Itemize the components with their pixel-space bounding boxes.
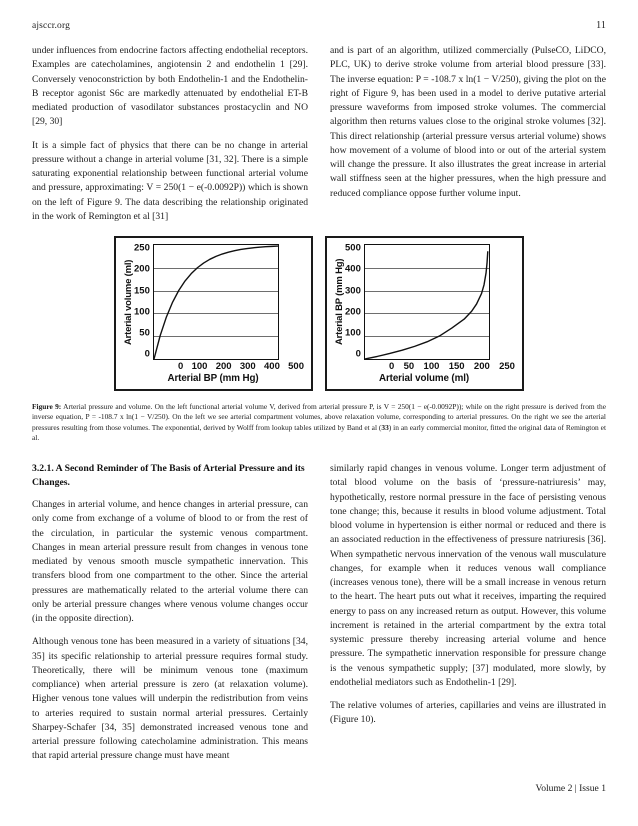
y-tick: 200 xyxy=(345,306,361,318)
chart-panel-left xyxy=(114,236,313,391)
x-tick: 500 xyxy=(288,361,304,372)
x-tick: 250 xyxy=(499,361,515,372)
x-tick: 100 xyxy=(191,361,208,372)
x-tick: 100 xyxy=(423,361,440,372)
lower-text-columns xyxy=(32,462,606,764)
x-tick: 150 xyxy=(448,361,465,372)
paragraph: and is part of an algorithm, utilized commercially (PulseCO, LiDCO, PLC, UK) to derive stroke volume from arterial blood pressure [33]. The inverse equation: P = -108.7 x ln(1 − V/250), giving the plot on the right of Figure 9, has been used in a model to derive putative arterial pressure waveforms from imposed stroke volumes. The commercial algorithm then returns values close to the original stroke volumes [32]. This direct relationship (arterial pressure versus arterial volume) shows how movement of a volume of blood into or out of the arterial system will change the pressure. It also illustrates the great increase in arterial wall stiffness seen at the higher pressures, when the high pressure and reduced compliance oppose further volume input. xyxy=(330,45,606,199)
running-head xyxy=(32,20,606,31)
y-tick: 0 xyxy=(355,348,361,360)
y-tick: 250 xyxy=(134,242,150,254)
lower-right-column xyxy=(330,462,606,764)
figure-9 xyxy=(32,236,606,391)
x-tick: 0 xyxy=(389,361,395,372)
figure-caption-label: Figure 9: xyxy=(32,402,62,411)
section-heading: 3.2.1. A Second Reminder of The Basis of Arterial Pressure and its Changes. xyxy=(32,463,305,488)
figure-caption xyxy=(32,402,606,444)
chart-curve xyxy=(365,245,489,359)
y-tick: 100 xyxy=(134,306,150,318)
figure-caption-reference: 33 xyxy=(381,422,389,432)
y-tick: 50 xyxy=(139,327,150,339)
y-tick: 400 xyxy=(345,263,361,275)
right-chart-y-ticks xyxy=(345,244,364,360)
x-tick: 300 xyxy=(239,361,256,372)
chart-curve xyxy=(154,245,278,359)
chart-panel-right xyxy=(325,236,524,391)
right-chart-y-axis-label: Arterial BP (mm Hg) xyxy=(334,258,345,346)
page-footer xyxy=(32,783,606,794)
upper-left-column xyxy=(32,44,308,224)
lower-left-column xyxy=(32,462,308,764)
x-tick: 0 xyxy=(178,361,184,372)
paragraph: similarly rapid changes in venous volume. Longer term adjustment of total blood volume on the basis of ‘pressure-natriuresis’ may, hypothetically, restore normal pressure in the face of persisting venous tone change; this, because it results in blood volume adjustment. Total blood volume in hypertension is either normal or reduced and there is an associated reduction in the effectiveness of pressure natriuresis [36]. When sympathetic nervous innervation of the venous wall musculature changes, for example when it reduces venous wall compliance (increases venous tone), there will be a small increase in venous return to the heart. The heart puts out what it receives, imparting the required energy to pass on any increased return as output. However, this volume increment is retained in the arterial compartment by the extra total systemic pressure thereby increasing arterial volume and hence pressure. The sympathetic innervation responsible for pressure change is the venous sympathetic supply; [37] modulated, more slowly, by endothelial mediators such as Endothelin-1 [29]. xyxy=(330,463,606,688)
y-tick: 200 xyxy=(134,263,150,275)
paragraph: The relative volumes of arteries, capillaries and veins are illustrated in (Figure 10). xyxy=(330,700,606,726)
journal-site-label: ajsccr.org xyxy=(32,21,70,31)
paragraph: Although venous tone has been measured in a variety of situations [34, 35] its specific relationship to arterial pressure requires formal study. Theoretically, there will be minimum venous tone (maximum compliance) when arterial pressure is zero (at relaxation volume). Higher venous tone values will underpin the redistribution from veins to arteries required to sustain normal arterial pressures. Certainly Sharpey-Schafer [34, 35] demonstrated increased venous tone and arterial pressure following catecholamine administration. This means that rapid arterial pressure change must have meant xyxy=(32,636,308,762)
page-number: 11 xyxy=(596,20,606,31)
y-tick: 300 xyxy=(345,285,361,297)
left-chart-x-axis-label: Arterial BP (mm Hg) xyxy=(167,372,259,384)
y-tick: 150 xyxy=(134,285,150,297)
right-chart-x-ticks xyxy=(389,360,515,372)
volume-issue-label: Volume 2 | Issue 1 xyxy=(535,783,606,794)
paragraph: It is a simple fact of physics that there can be no change in arterial pressure without a change in arterial volume [31, 32]. There is a simple saturating exponential relationship between functional arterial volume and pressure, approximating: V = 250(1 − e(-0.0092P)) which is shown on the left of Figure 9. The data describing the relationship originated in the work of Remington et al [31] xyxy=(32,139,308,222)
left-chart-y-ticks xyxy=(134,244,153,360)
left-chart-x-ticks xyxy=(178,360,304,372)
right-chart-plot-area xyxy=(364,244,490,360)
left-chart-y-axis-label: Arterial volume (ml) xyxy=(123,259,134,345)
paragraph: under influences from endocrine factors affecting endothelial receptors. Examples are catecholamines, angiotensin 2 and endothelin 1 [29]. Conversely venoconstriction by both Endothelin-1 and the Endothelin-B receptor agonist S6c are markedly attenuated by endothelial ET-B mediated production of vasodilator substances prostacyclin and NO [29, 30] xyxy=(32,45,308,128)
figure-caption-text: Arterial pressure and volume. On the left functional arterial volume V, derived from arterial pressure P, is V = 250(1 − e(-0.0092P)); while on the right pressure is derived from the inverse equation, P = -108.7 x ln(1 − V/250). On the left we see arterial compartment volumes, above relaxation volume, corresponding to arterial pressures. On the right we see the arterial pressures resulting from those volumes. The exponential, derived by Wolff from lookup tables utilized by Band et al ( xyxy=(32,402,606,432)
paragraph: Changes in arterial volume, and hence changes in arterial pressure, can only come from exchange of a volume of blood to or from the rest of the circulation, in particular the systemic venous compartment. Changes in mean arterial pressure result from changes in venous tone mediated by venous smooth muscle sympathetic innervation. This transfers blood from one compartment to the other. Since the arterial pressures are mathematically related to the arterial volume there can only be arterial pressure changes where venous volume changes occur (in the opposite direction). xyxy=(32,499,308,625)
upper-text-columns xyxy=(32,44,606,224)
figure-caption-text-end: ) in an early commercial monitor, fitted the original data of Remington et al. xyxy=(32,422,607,443)
figure-panels xyxy=(32,236,606,391)
x-tick: 200 xyxy=(473,361,490,372)
y-tick: 100 xyxy=(345,327,361,339)
x-tick: 400 xyxy=(264,361,280,372)
upper-right-column xyxy=(330,44,606,224)
left-chart-plot-area xyxy=(153,244,279,360)
y-tick: 0 xyxy=(144,348,150,360)
y-tick: 500 xyxy=(345,242,361,254)
x-tick: 200 xyxy=(215,361,232,372)
x-tick: 50 xyxy=(403,361,415,372)
right-chart-x-axis-label: Arterial volume (ml) xyxy=(378,372,469,384)
